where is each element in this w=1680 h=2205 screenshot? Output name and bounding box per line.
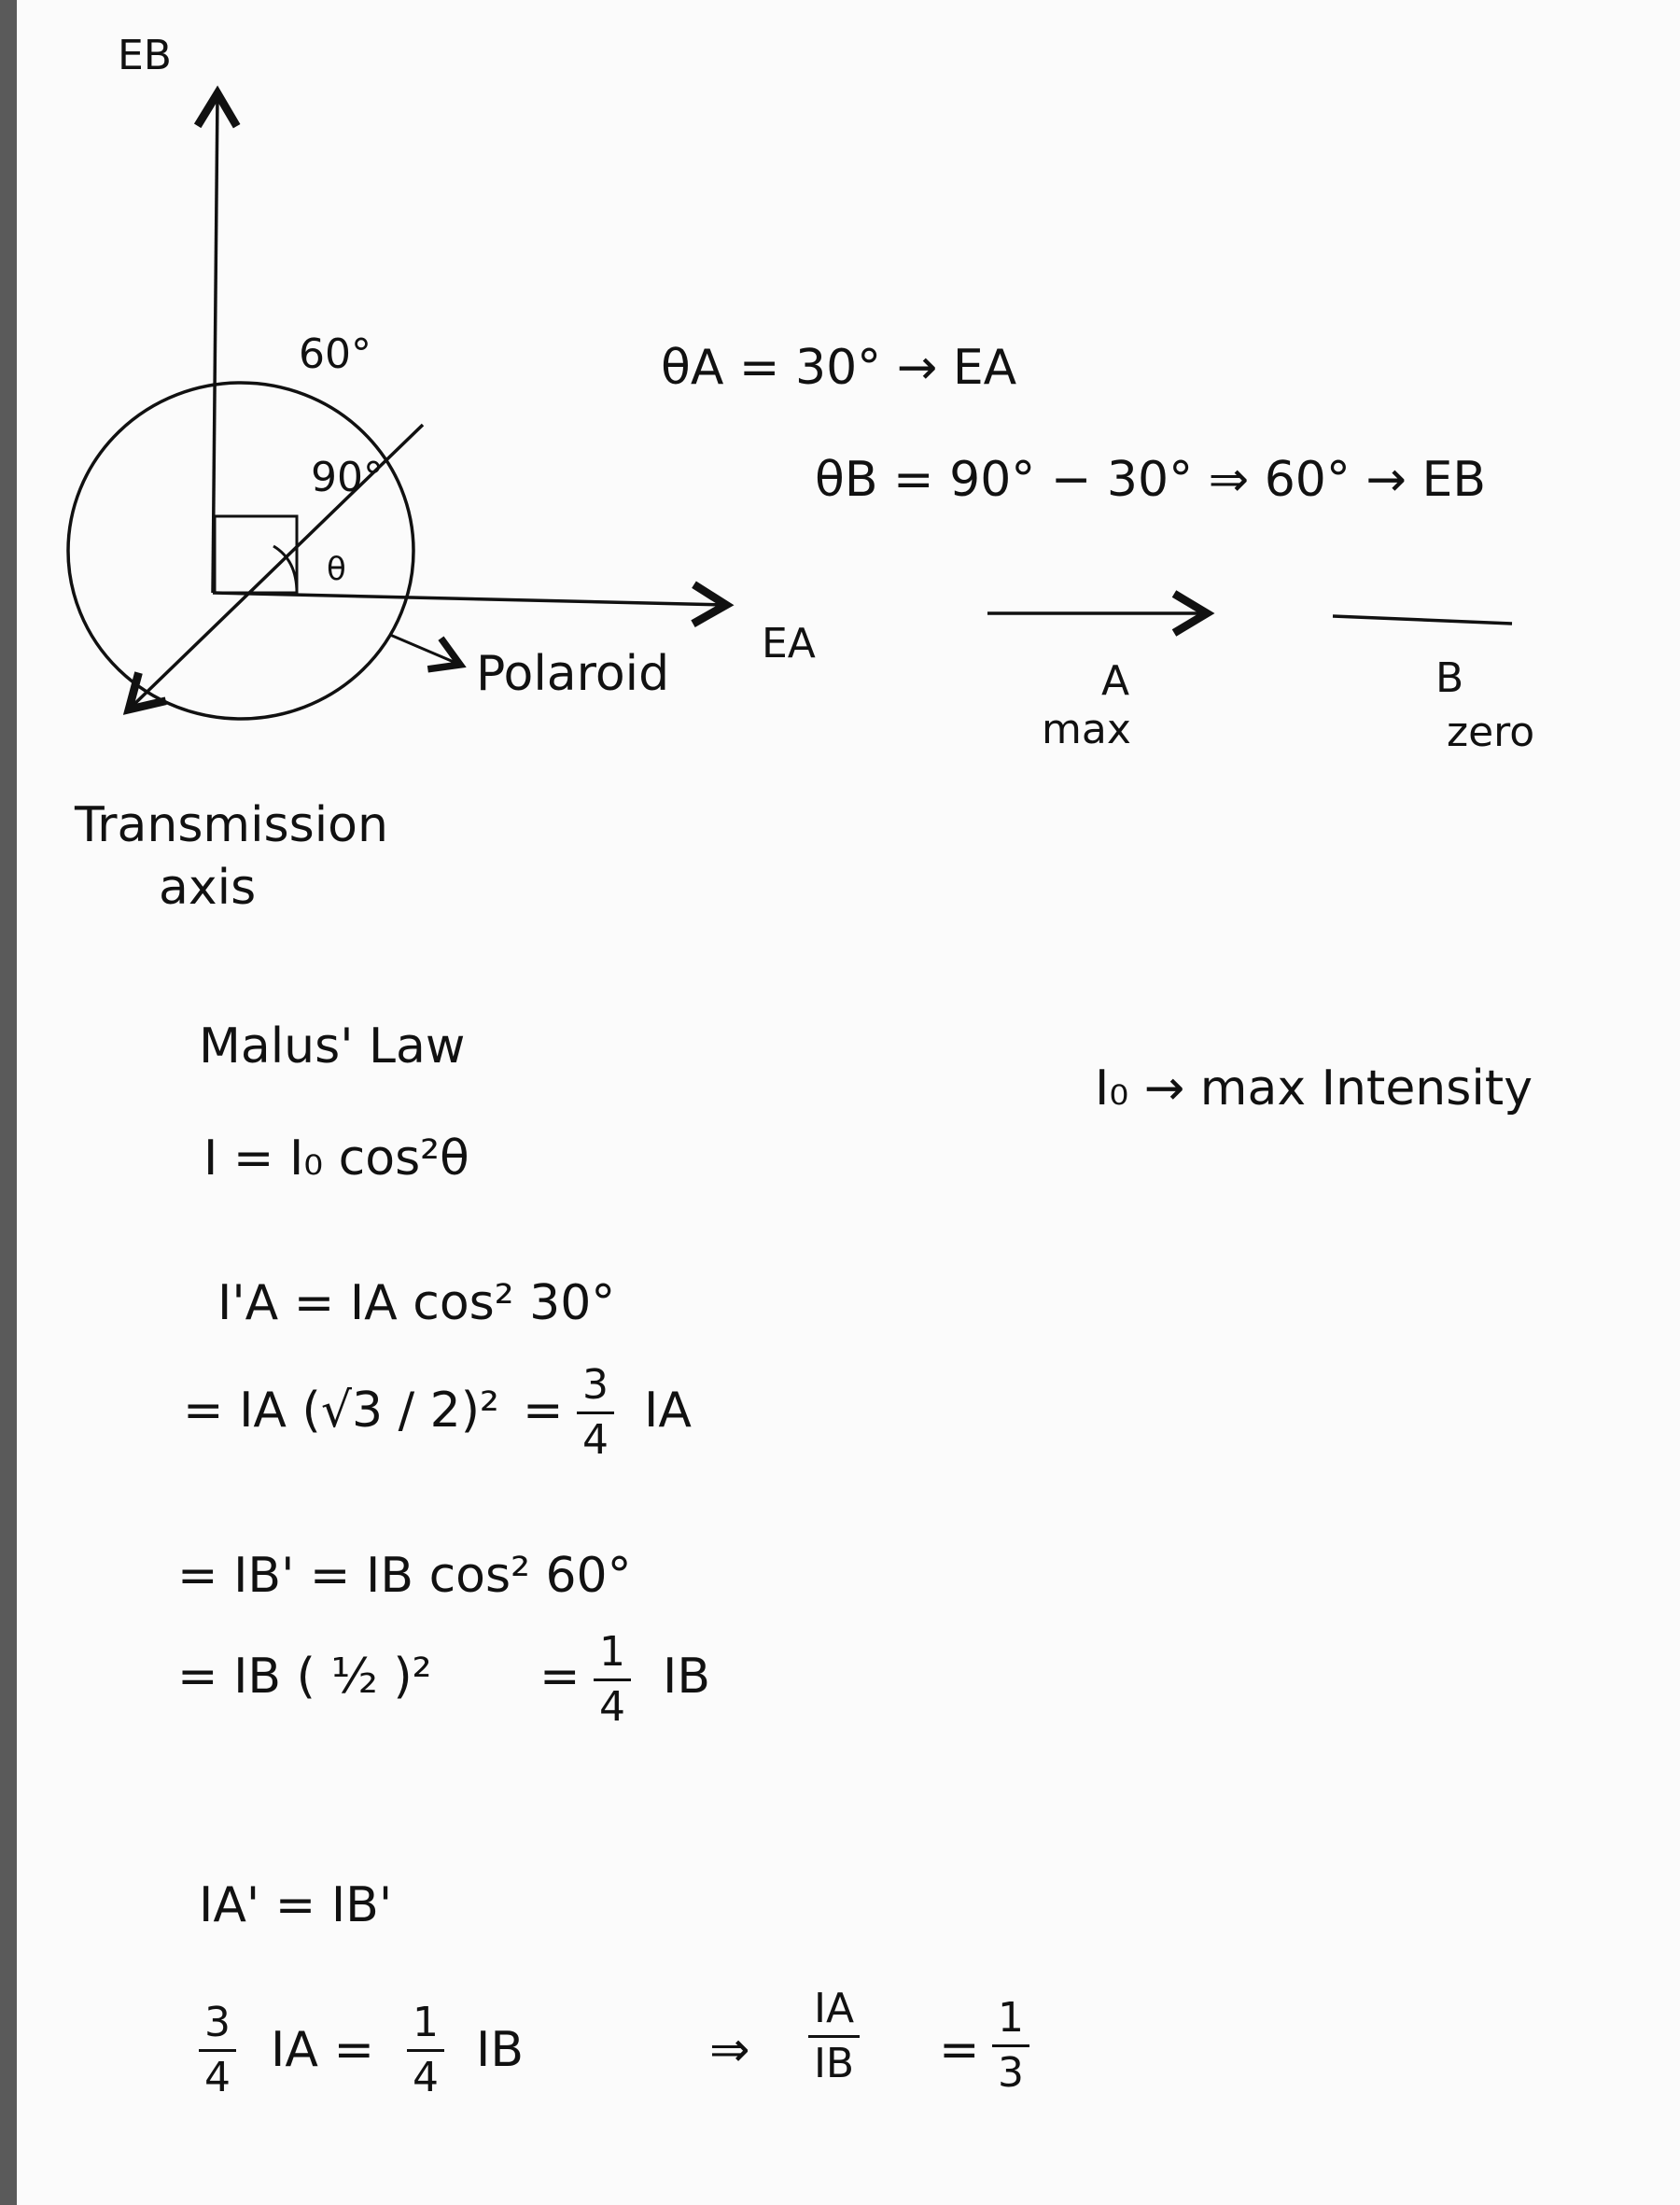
ea-axis-label: EA <box>762 620 816 667</box>
ratio-denominator: IB <box>813 2040 855 2087</box>
theta-b-equation: θB = 90° − 30° ⇒ 60° → EB <box>815 452 1487 508</box>
angle-60-label: 60° <box>299 330 371 378</box>
intensity-b-line1: = IB' = IB cos² 60° <box>177 1548 632 1604</box>
result-fraction <box>992 1994 1029 2097</box>
fraction-denominator: 4 <box>413 2054 439 2101</box>
intensity-a-line1: I'A = IA cos² 30° <box>217 1275 616 1331</box>
transmission-axis-label-line1: Transmission <box>75 797 388 853</box>
ratio-equals: = <box>939 2022 980 2078</box>
result-numerator: 1 <box>992 1998 1029 2047</box>
final-lhs-tail: IA = <box>271 2022 375 2078</box>
intensity-b-tail: IB <box>663 1649 711 1705</box>
vector-b-line <box>1333 616 1512 624</box>
malus-formula: I = I₀ cos²θ <box>203 1131 469 1187</box>
final-mid-fraction <box>407 1999 444 2101</box>
result-denominator: 3 <box>998 2049 1024 2097</box>
intensities-equal: IA' = IB' <box>199 1877 393 1933</box>
polaroid-label: Polaroid <box>476 646 670 702</box>
fraction-one-quarter <box>594 1628 631 1731</box>
fraction-denominator: 4 <box>204 2054 231 2101</box>
fraction-denominator: 4 <box>599 1683 625 1731</box>
eb-axis-label: EB <box>118 32 172 79</box>
angle-90-label: 90° <box>311 454 384 501</box>
vector-b-label: B <box>1435 654 1464 702</box>
polaroid-diagram <box>17 0 1680 1027</box>
theta-label: θ <box>327 551 346 588</box>
final-mid-tail: IB <box>476 2022 525 2078</box>
implies-symbol: ⇒ <box>709 2022 750 2078</box>
theta-a-equation: θA = 30° → EA <box>661 340 1017 396</box>
ea-axis-line <box>213 593 726 605</box>
vector-a-caption: max <box>1042 706 1131 753</box>
transmission-axis-label-line2: axis <box>159 860 257 916</box>
vector-b-caption: zero <box>1447 709 1535 756</box>
max-intensity-note: I₀ → max Intensity <box>1095 1060 1533 1117</box>
intensity-b-equals: = <box>539 1649 581 1705</box>
notebook-page <box>17 0 1680 2205</box>
fraction-numerator: 3 <box>199 2002 236 2052</box>
fraction-three-quarters <box>577 1361 614 1464</box>
intensity-a-line2: = IA (√3 / 2)² <box>183 1383 499 1439</box>
final-lhs-fraction <box>199 1999 236 2101</box>
intensity-b-line2: = IB ( ½ )² <box>177 1649 432 1705</box>
fraction-numerator: 1 <box>594 1632 631 1681</box>
theta-arc <box>273 546 297 593</box>
intensity-a-tail: IA <box>644 1383 692 1439</box>
malus-heading: Malus' Law <box>199 1018 466 1074</box>
ratio-numerator: IA <box>808 1988 860 2038</box>
intensity-a-equals: = <box>523 1383 564 1439</box>
polaroid-pointer <box>390 635 460 665</box>
polaroid-circle <box>68 383 413 719</box>
ratio-fraction <box>808 1985 860 2087</box>
vector-a-label: A <box>1101 657 1130 705</box>
fraction-numerator: 3 <box>577 1365 614 1414</box>
fraction-denominator: 4 <box>582 1416 609 1464</box>
fraction-numerator: 1 <box>407 2002 444 2052</box>
